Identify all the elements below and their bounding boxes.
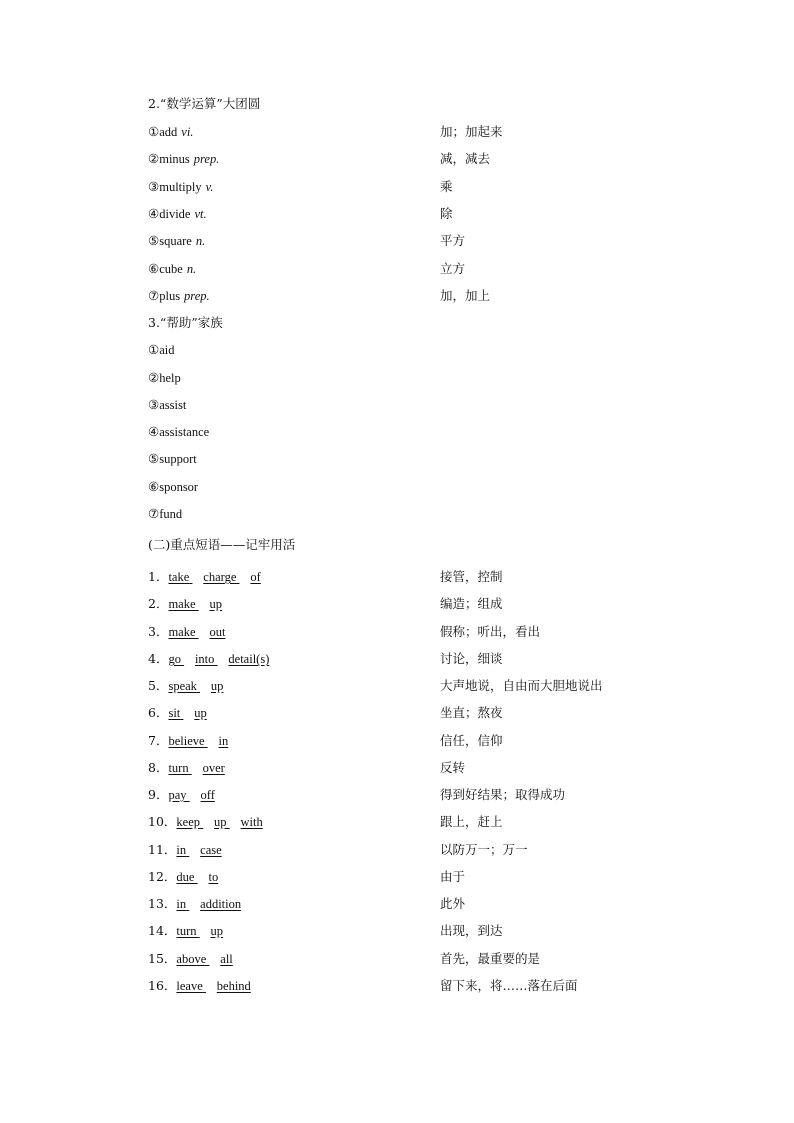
phrase-word: above [176, 952, 207, 966]
phrase-meaning: 以防万一；万一 [440, 842, 528, 857]
help-word: ①aid [148, 343, 175, 357]
word: multiply [159, 180, 202, 194]
phrase-word: up [210, 679, 224, 693]
phrase-word: in [218, 734, 229, 748]
phrase-number: 7． [148, 733, 169, 748]
phrase-text [168, 734, 228, 748]
phrase-meaning: 大声地说，自由而大胆地说出 [440, 678, 603, 693]
phrase-number: 4． [148, 651, 169, 666]
phrase-meaning: 反转 [440, 760, 466, 775]
phrase-number: 10． [148, 814, 177, 829]
phrase-word: into [194, 652, 215, 666]
phrase-text [176, 979, 250, 993]
phrase-word: case [200, 843, 222, 857]
word-row [148, 206, 453, 222]
item-number: ④ [148, 206, 160, 221]
phrase-word: all [220, 952, 233, 966]
phrase-word: up [194, 706, 207, 720]
phrase-meaning: 出现，到达 [440, 923, 503, 938]
phrase-number: 16． [148, 978, 177, 993]
phrase-word: over [202, 761, 225, 775]
phrase-row [148, 842, 528, 858]
phrase-number: 11． [148, 842, 177, 857]
part-of-speech: n. [195, 234, 206, 248]
phrase-row [148, 705, 503, 721]
item-number: ① [148, 124, 160, 139]
meaning: 乘 [440, 179, 453, 194]
meaning: 平方 [440, 233, 466, 248]
meaning: 立方 [440, 261, 466, 276]
phrase-meaning: 坐直；熬夜 [440, 705, 503, 720]
word: minus [159, 152, 190, 166]
phrase-word: out [209, 625, 226, 639]
word-row [148, 124, 503, 140]
phrase-word: behind [216, 979, 251, 993]
phrase-meaning: 跟上，赶上 [440, 814, 503, 829]
phrase-meaning: 接管，控制 [440, 569, 503, 584]
help-word: ②help [148, 371, 181, 385]
phrase-row [148, 596, 503, 612]
phrase-meaning: 假称；听出，看出 [440, 624, 541, 639]
phrase-word: due [176, 870, 195, 884]
phrase-text [168, 652, 269, 666]
phrase-word: make [168, 597, 196, 611]
phrases-title: (二)重点短语——记牢用活 [148, 537, 296, 552]
phrase-word: in [176, 843, 187, 857]
phrase-row [148, 814, 503, 830]
phrase-text [168, 570, 260, 584]
phrase-number: 6． [148, 705, 169, 720]
help-word: ⑥sponsor [148, 480, 199, 494]
phrase-word: with [240, 815, 263, 829]
part-of-speech: prep. [193, 152, 220, 166]
word: add [159, 125, 178, 139]
phrase-meaning: 留下来，将……落在后面 [440, 978, 578, 993]
meaning: 加，加上 [440, 288, 491, 303]
phrase-number: 13． [148, 896, 177, 911]
phrase-row [148, 951, 541, 967]
phrase-word: take [168, 570, 190, 584]
phrase-meaning: 信任，信仰 [440, 733, 503, 748]
phrase-word: turn [168, 761, 189, 775]
word-row [148, 151, 491, 167]
word: square [159, 234, 192, 248]
phrase-number: 14． [148, 923, 177, 938]
phrase-meaning: 得到好结果；取得成功 [440, 787, 566, 802]
phrase-text [176, 870, 218, 884]
phrase-row [148, 896, 466, 912]
word: plus [159, 289, 181, 303]
part-of-speech: n. [186, 262, 197, 276]
word-row [148, 288, 491, 304]
phrase-number: 12． [148, 869, 177, 884]
word-row [148, 261, 466, 277]
phrase-row [148, 678, 603, 694]
part-of-speech: vt. [194, 207, 207, 221]
phrase-word: off [200, 788, 215, 802]
meaning: 除 [440, 206, 453, 221]
phrase-number: 15． [148, 951, 177, 966]
word: divide [159, 207, 191, 221]
phrase-word: keep [176, 815, 201, 829]
meaning: 加；加起来 [440, 124, 503, 139]
phrase-row [148, 760, 466, 776]
phrase-row [148, 651, 503, 667]
help-word: ④assistance [148, 425, 210, 439]
item-number: ② [148, 151, 160, 166]
item-number: ⑦ [148, 288, 160, 303]
phrase-row [148, 869, 466, 885]
phrase-row [148, 733, 503, 749]
phrase-number: 3． [148, 624, 169, 639]
section2-title: 2.“数学运算”大团圆 [148, 96, 261, 111]
help-word: ③assist [148, 398, 187, 412]
item-number: ③ [148, 179, 160, 194]
word-row [148, 179, 453, 195]
meaning: 减，减去 [440, 151, 491, 166]
phrase-row [148, 923, 503, 939]
phrase-number: 8． [148, 760, 169, 775]
phrase-row [148, 569, 503, 585]
phrase-text [176, 952, 232, 966]
phrase-meaning: 由于 [440, 869, 466, 884]
phrase-text [176, 924, 223, 938]
part-of-speech: prep. [184, 289, 210, 303]
phrase-meaning: 讨论，细谈 [440, 651, 503, 666]
section3-title: 3.“帮助”家族 [148, 315, 223, 330]
phrase-meaning: 编造；组成 [440, 596, 503, 611]
part-of-speech: v. [205, 180, 214, 194]
phrase-word: make [168, 625, 196, 639]
phrase-row [148, 624, 541, 640]
phrase-word: in [176, 897, 187, 911]
phrase-word: up [209, 597, 223, 611]
phrase-text [168, 788, 214, 802]
phrase-word: turn [176, 924, 197, 938]
phrase-word: sit [168, 706, 181, 720]
phrase-word: go [168, 652, 181, 666]
item-number: ⑤ [148, 233, 160, 248]
phrase-number: 2． [148, 596, 169, 611]
help-word: ⑤support [148, 452, 197, 466]
phrase-word: pay [168, 788, 187, 802]
word-row [148, 233, 466, 249]
phrase-text [168, 706, 206, 720]
phrase-row [148, 978, 578, 994]
phrase-word: believe [168, 734, 205, 748]
phrase-word: leave [176, 979, 203, 993]
phrase-number: 9． [148, 787, 169, 802]
phrase-word: addition [200, 897, 242, 911]
phrase-word: of [250, 570, 261, 584]
phrase-number: 5． [148, 678, 169, 693]
phrase-word: up [214, 815, 227, 829]
phrase-word: charge [203, 570, 237, 584]
phrase-text [176, 897, 241, 911]
phrase-text [168, 625, 225, 639]
item-number: ⑥ [148, 261, 160, 276]
phrase-text [168, 679, 223, 693]
word: cube [159, 262, 183, 276]
phrase-meaning: 首先，最重要的是 [440, 951, 541, 966]
part-of-speech: vi. [181, 125, 194, 139]
phrase-text [168, 761, 224, 775]
phrase-number: 1． [148, 569, 169, 584]
phrase-text [176, 843, 221, 857]
phrase-row [148, 787, 566, 803]
phrase-text [168, 597, 222, 611]
help-word: ⑦fund [148, 507, 183, 521]
phrase-word: speak [168, 679, 197, 693]
phrase-text [176, 815, 262, 829]
phrase-word: to [208, 870, 219, 884]
phrase-word: up [210, 924, 224, 938]
phrase-word: detail(s) [228, 652, 270, 666]
phrase-meaning: 此外 [440, 896, 466, 911]
